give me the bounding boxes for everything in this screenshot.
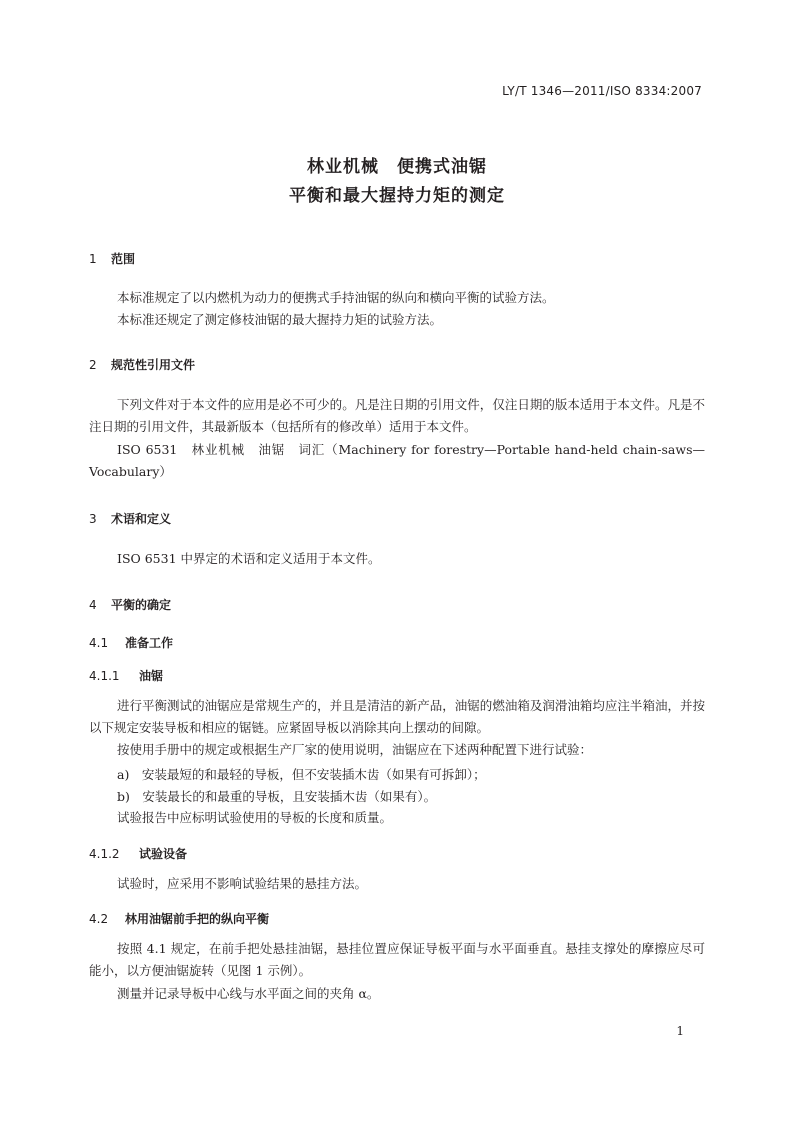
section-number: 1 xyxy=(89,252,97,266)
paragraph: 测量并记录导板中心线与水平面之间的夹角 α。 xyxy=(117,986,380,1001)
paragraph: 按照 4.1 规定，在前手把处悬挂油锯，悬挂位置应保证导板平面与水平面垂直。悬挂支撑处的摩擦应尽可能小，以方便油锯旋转（见图 1 示例）。 xyxy=(89,941,705,978)
section-title: 林用油锯前手把的纵向平衡 xyxy=(125,912,270,926)
section-number: 4.2 xyxy=(89,912,109,926)
section-number: 4.1.1 xyxy=(89,669,120,683)
section-number: 4 xyxy=(89,598,97,612)
standard-code: LY/T 1346—2011/ISO 8334:2007 xyxy=(502,84,702,98)
section-title: 平衡的确定 xyxy=(111,598,172,612)
section-number: 4.1 xyxy=(89,636,109,650)
section-heading-1 xyxy=(89,250,135,267)
section-heading-4-1-1 xyxy=(89,667,163,684)
paragraph: 本标准规定了以内燃机为动力的便携式手持油锯的纵向和横向平衡的试验方法。 xyxy=(117,290,555,305)
paragraph: 按使用手册中的规定或根据生产厂家的使用说明，油锯应在下述两种配置下进行试验： xyxy=(117,742,593,757)
section-number: 2 xyxy=(89,358,97,372)
section-heading-4-1-2 xyxy=(89,845,187,862)
list-item-b: b) 安装最长的和最重的导板，且安装插木齿（如果有）。 xyxy=(117,789,437,804)
section-heading-3 xyxy=(89,510,171,527)
paragraph: 下列文件对于本文件的应用是必不可少的。凡是注日期的引用文件，仅注日期的版本适用于本文件。凡是不注日期的引用文件，其最新版本（包括所有的修改单）适用于本文件。 xyxy=(89,397,705,434)
section-number: 4.1.2 xyxy=(89,847,120,861)
section-title: 范围 xyxy=(111,252,136,266)
paragraph: 试验时，应采用不影响试验结果的悬挂方法。 xyxy=(117,876,368,891)
paragraph: 进行平衡测试的油锯应是常规生产的，并且是清洁的新产品，油锯的燃油箱及润滑油箱均应注半箱油，并按以下规定安装导板和相应的锯链。应紧固导板以消除其向上摆动的间隙。 xyxy=(89,698,705,735)
paragraph: 本标准还规定了测定修枝油锯的最大握持力矩的试验方法。 xyxy=(117,312,443,327)
section-title: 油锯 xyxy=(139,669,164,683)
section-title: 规范性引用文件 xyxy=(111,358,196,372)
document-title-line-1: 林业机械 便携式油锯 xyxy=(307,157,487,177)
paragraph: 试验报告中应标明试验使用的导板的长度和质量。 xyxy=(117,810,393,825)
section-title: 试验设备 xyxy=(139,847,188,861)
section-heading-2 xyxy=(89,356,195,373)
section-heading-4 xyxy=(89,596,171,613)
section-title: 术语和定义 xyxy=(111,512,172,526)
section-title: 准备工作 xyxy=(125,636,174,650)
section-number: 3 xyxy=(89,512,97,526)
document-title-line-2: 平衡和最大握持力矩的测定 xyxy=(289,186,505,206)
list-item-a: a) 安装最短的和最轻的导板，但不安装插木齿（如果有可拆卸）； xyxy=(117,767,486,782)
section-heading-4-2 xyxy=(89,910,269,927)
section-heading-4-1 xyxy=(89,634,173,651)
normative-reference: ISO 6531 林业机械 油锯 词汇（Machinery for forestry—Portable hand-held chain-saws—Vocabulary） xyxy=(89,442,705,479)
page-number: 1 xyxy=(676,1024,684,1038)
paragraph: ISO 6531 中界定的术语和定义适用于本文件。 xyxy=(117,551,381,566)
